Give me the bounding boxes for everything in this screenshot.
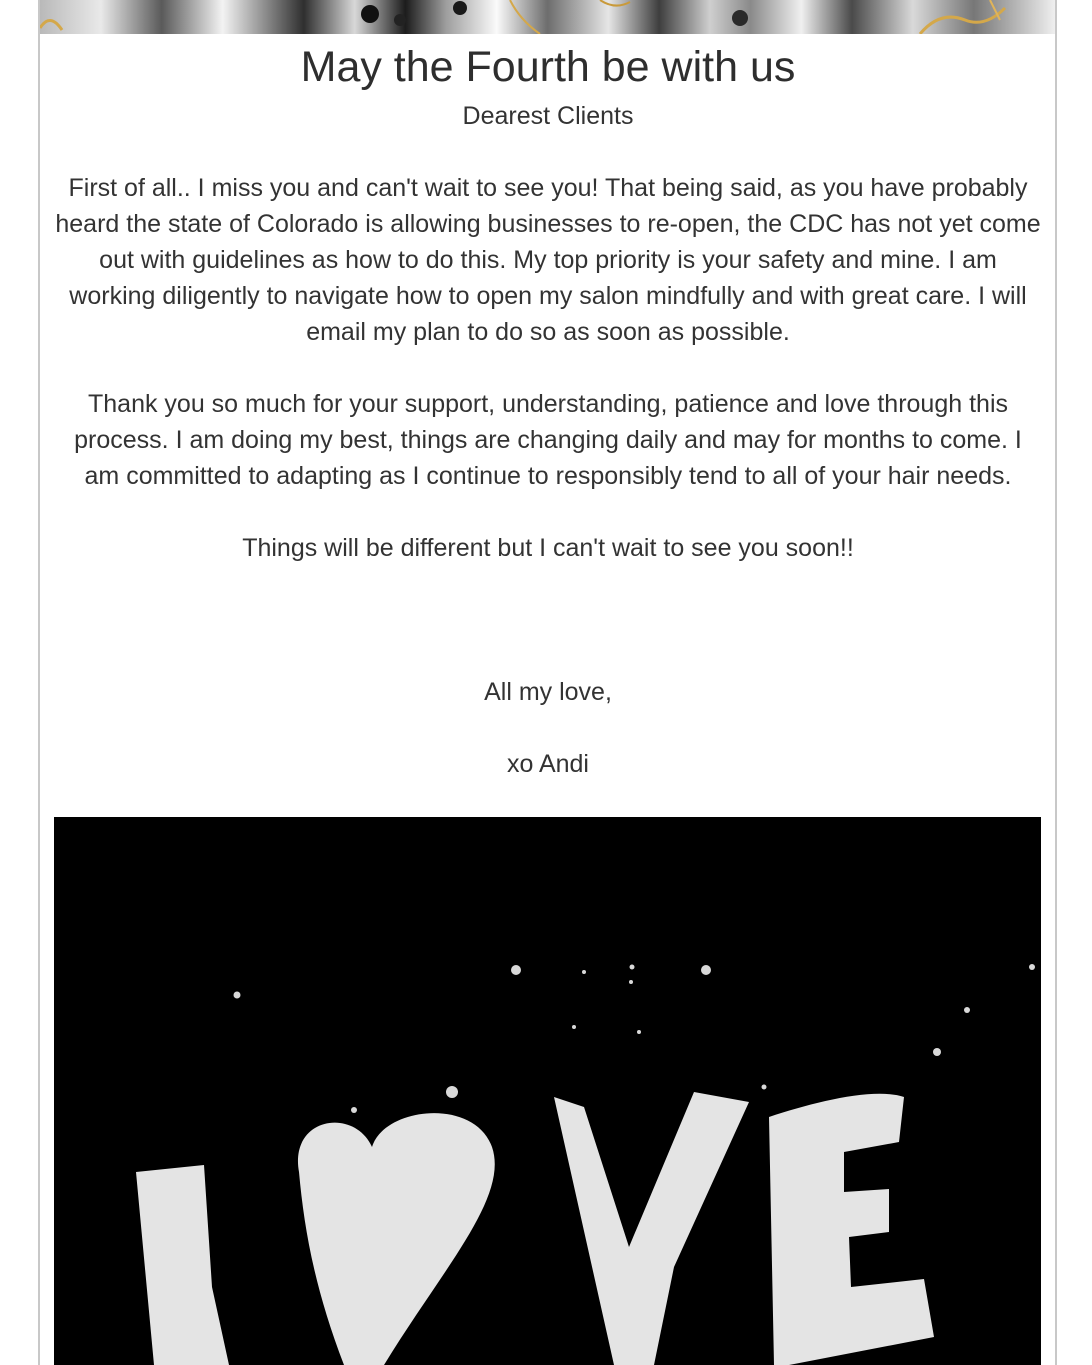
star-dots — [234, 964, 1036, 1113]
page-title: May the Fourth be with us — [300, 43, 796, 91]
email-body — [54, 40, 1042, 782]
love-letters — [136, 1092, 934, 1365]
love-artwork-image — [54, 817, 1041, 1365]
marble-header-image — [40, 0, 1055, 34]
signoff: All my love, — [484, 678, 612, 706]
frame-border-right — [1055, 0, 1057, 1365]
paragraph-closing: Things will be different but I can't wait to see you soon!! — [242, 534, 854, 562]
frame-border-left — [38, 0, 40, 1365]
paragraph-reopening: First of all.. I miss you and can't wait to see you! That being said, as you have probably heard the state of Colorado is allowing businesses to re-open, the CDC has not yet come out with guidelines as how to do this. My top priority is your safety and mine. I am working diligently to navigate how to open my salon mindfully and with great care. I will email my plan to do so as soon as possible. — [55, 174, 1041, 346]
paragraph-thanks: Thank you so much for your support, understanding, patience and love through this process. I am doing my best, things are changing daily and may for months to come. I am committed to adapting as I continue to responsibly tend to all of your hair needs. — [74, 390, 1022, 490]
gold-vein-overlay — [40, 0, 1055, 34]
signature: xo Andi — [506, 750, 589, 778]
love-lettering — [54, 817, 1041, 1365]
greeting: Dearest Clients — [462, 102, 634, 130]
